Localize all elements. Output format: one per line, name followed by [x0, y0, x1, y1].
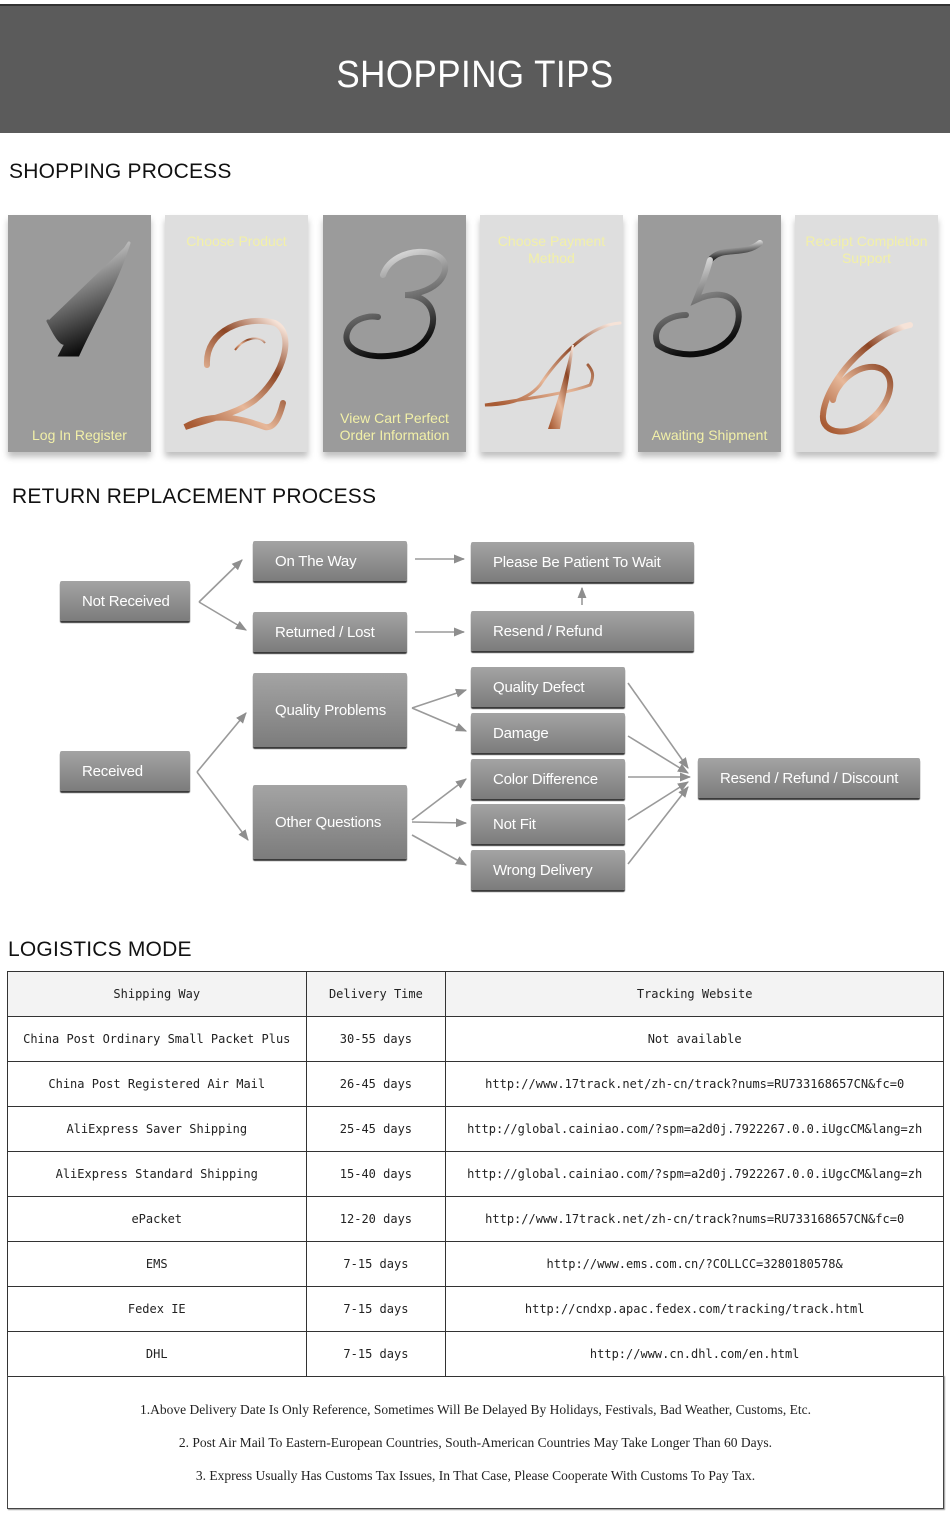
cell-tracking-website[interactable]: http://global.cainiao.com/?spm=a2d0j.7922267.0.0.iUgcCM&lang=zh [446, 1107, 944, 1152]
cell-tracking-website[interactable]: http://cndxp.apac.fedex.com/tracking/track.html [446, 1287, 944, 1332]
cell-tracking-website[interactable]: http://www.ems.com.cn/?COLLCC=3280180578& [446, 1242, 944, 1287]
cell-tracking-website: Not available [446, 1017, 944, 1062]
note-2: 2. Post Air Mail To Eastern-European Countries, South-American Countries May Take Longer Than 60 Days. [178, 1435, 773, 1450]
cell-shipping-way: AliExpress Standard Shipping [8, 1152, 307, 1197]
step-1-label: Log In Register [32, 427, 127, 443]
node-damage: Damage [471, 713, 625, 753]
step-6-label: Receipt Completion Support [805, 233, 928, 266]
node-not-fit: Not Fit [471, 804, 625, 844]
node-not-received: Not Received [60, 581, 190, 621]
table-row [8, 1197, 944, 1242]
node-please-wait: Please Be Patient To Wait [471, 542, 694, 582]
node-color-difference: Color Difference [471, 759, 625, 799]
node-on-the-way: On The Way [253, 541, 407, 581]
cell-delivery-time: 7-15 days [306, 1332, 446, 1377]
cell-tracking-website[interactable]: http://www.17track.net/zh-cn/track?nums=RU733168657CN&fc=0 [446, 1197, 944, 1242]
numeral-1-icon [8, 215, 151, 452]
cell-tracking-website[interactable]: http://www.17track.net/zh-cn/track?nums=RU733168657CN&fc=0 [446, 1062, 944, 1107]
logistics-table [7, 971, 944, 1377]
table-row [8, 1152, 944, 1197]
cell-shipping-way: China Post Ordinary Small Packet Plus [8, 1017, 307, 1062]
node-quality-defect: Quality Defect [471, 667, 625, 707]
node-returned-lost: Returned / Lost [253, 612, 407, 652]
cell-delivery-time: 15-40 days [306, 1152, 446, 1197]
step-4-label: Choose Payment Method [497, 233, 606, 266]
step-5-card [638, 215, 781, 452]
cell-delivery-time: 30-55 days [306, 1017, 446, 1062]
cell-shipping-way: China Post Registered Air Mail [8, 1062, 307, 1107]
cell-delivery-time: 26-45 days [306, 1062, 446, 1107]
numeral-6-icon [795, 215, 938, 452]
step-3-label: View Cart Perfect Order Information [339, 410, 450, 443]
cell-tracking-website[interactable]: http://global.cainiao.com/?spm=a2d0j.7922267.0.0.iUgcCM&lang=zh [446, 1152, 944, 1197]
node-resend-refund-discount: Resend / Refund / Discount [698, 758, 920, 798]
return-process-heading: RETURN REPLACEMENT PROCESS [12, 485, 377, 508]
header-tracking-website: Tracking Website [446, 972, 944, 1017]
table-row [8, 1107, 944, 1152]
step-2-card [165, 215, 308, 452]
shopping-process-heading: SHOPPING PROCESS [9, 160, 232, 183]
cell-delivery-time: 25-45 days [306, 1107, 446, 1152]
cell-tracking-website[interactable]: http://www.cn.dhl.com/en.html [446, 1332, 944, 1377]
step-2-label: Choose Product [186, 233, 287, 249]
cell-shipping-way: EMS [8, 1242, 307, 1287]
step-1-card [8, 215, 151, 452]
table-header-row [8, 972, 944, 1017]
step-3-card [323, 215, 466, 452]
cell-delivery-time: 7-15 days [306, 1287, 446, 1332]
page-title: SHOPPING TIPS [336, 54, 614, 96]
node-other-questions: Other Questions [253, 785, 407, 859]
table-row [8, 1017, 944, 1062]
table-row [8, 1242, 944, 1287]
note-3: 3. Express Usually Has Customs Tax Issues, In That Case, Please Cooperate With Customs To Pay Tax. [195, 1468, 756, 1483]
cell-delivery-time: 12-20 days [306, 1197, 446, 1242]
cell-delivery-time: 7-15 days [306, 1242, 446, 1287]
table-row [8, 1332, 944, 1377]
step-6-card [795, 215, 938, 452]
numeral-5-icon [638, 215, 781, 452]
node-received: Received [60, 751, 190, 791]
cell-shipping-way: AliExpress Saver Shipping [8, 1107, 307, 1152]
step-5-label: Awaiting Shipment [651, 427, 768, 443]
header-delivery-time: Delivery Time [306, 972, 446, 1017]
numeral-2-icon [165, 215, 308, 452]
header-banner [0, 4, 950, 133]
cell-shipping-way: ePacket [8, 1197, 307, 1242]
header-shipping-way: Shipping Way [8, 972, 307, 1017]
numeral-4-icon [480, 215, 623, 452]
node-quality-problems: Quality Problems [253, 673, 407, 747]
node-wrong-delivery: Wrong Delivery [471, 850, 625, 890]
node-resend-refund: Resend / Refund [471, 611, 694, 651]
note-1: 1.Above Delivery Date Is Only Reference, Sometimes Will Be Delayed By Holidays, Festivals, Bad Weather, Customs, Etc. [139, 1402, 812, 1417]
logistics-heading: LOGISTICS MODE [8, 938, 192, 961]
logistics-notes [7, 1375, 944, 1509]
cell-shipping-way: DHL [8, 1332, 307, 1377]
table-row [8, 1062, 944, 1107]
cell-shipping-way: Fedex IE [8, 1287, 307, 1332]
table-row [8, 1287, 944, 1332]
step-4-card [480, 215, 623, 452]
